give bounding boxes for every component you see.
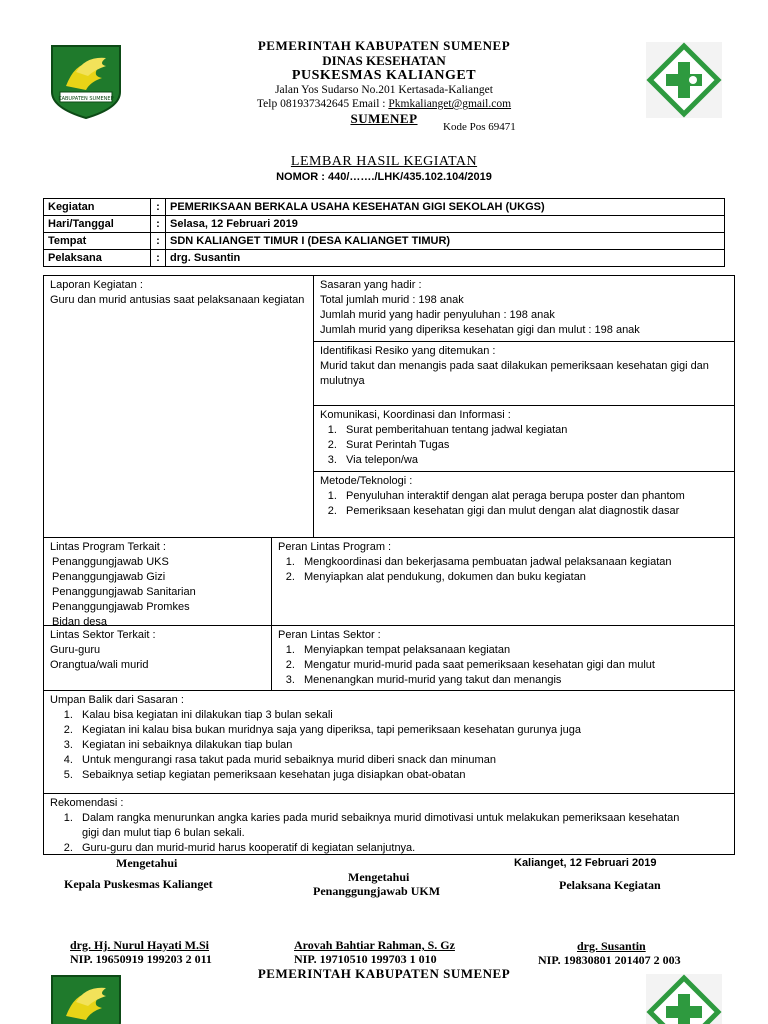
lintas-program-item: Penanggungjawab UKS bbox=[52, 556, 169, 568]
rekomendasi-heading: Rekomendasi : bbox=[50, 797, 124, 809]
sig-right-date: Kalianget, 12 Februari 2019 bbox=[514, 857, 657, 869]
info-label: Kegiatan bbox=[44, 199, 151, 216]
lintas-program-item: Penanggungjawab Sanitarian bbox=[52, 586, 196, 598]
umpan-balik-item: 3. Kegiatan ini sebaiknya dilakukan tiap bulan bbox=[76, 738, 729, 753]
komunikasi-item: 1. Surat pemberitahuan tentang jadwal kegiatan bbox=[340, 423, 729, 438]
peran-program-section bbox=[272, 538, 735, 587]
sig-left-name bbox=[70, 938, 209, 953]
peran-program-item: 1. Mengkoordinasi dan bekerjasama pembuatan jadwal pelaksanaan kegiatan bbox=[298, 555, 729, 570]
sig-left-name-text: drg. Hj. Nurul Hayati M.Si bbox=[70, 938, 210, 952]
contact-phone: Telp 081937342645 Email : bbox=[256, 98, 389, 110]
lintas-program-heading: Lintas Program Terkait : bbox=[50, 541, 166, 553]
lintas-sektor-section bbox=[44, 626, 271, 675]
sasaran-heading: Sasaran yang hadir : bbox=[320, 279, 422, 291]
sig-left-nip: NIP. 19650919 199203 2 011 bbox=[70, 952, 212, 966]
umpan-balik-item: 4. Untuk mengurangi rasa takut pada murid sebaiknya murid diberi snack dan minuman bbox=[76, 753, 729, 768]
umpan-balik-item: 1. Kalau bisa kegiatan ini dilakukan tiap 3 bulan sekali bbox=[76, 708, 729, 723]
identifikasi-section bbox=[314, 342, 735, 391]
peran-sektor-section bbox=[272, 626, 735, 690]
sig-right-name bbox=[577, 939, 646, 954]
metode-item: 1. Penyuluhan interaktif dengan alat peraga berupa poster dan phantom bbox=[340, 489, 729, 504]
info-label: Pelaksana bbox=[44, 250, 151, 267]
info-value: Selasa, 12 Februari 2019 bbox=[166, 216, 725, 233]
document-number: NOMOR : 440/……./LHK/435.102.104/2019 bbox=[276, 171, 492, 183]
info-row-kegiatan bbox=[44, 199, 725, 216]
lintas-program-item: Penanggungjawab Gizi bbox=[52, 571, 166, 583]
sig-right-title: Pelaksana Kegiatan bbox=[559, 878, 661, 892]
activity-info-table bbox=[43, 198, 725, 267]
letterhead-puskesmas: PUSKESMAS KALIANGET bbox=[291, 68, 477, 83]
komunikasi-item: 2. Surat Perintah Tugas bbox=[340, 438, 729, 453]
document-title: LEMBAR HASIL KEGIATAN bbox=[290, 154, 478, 169]
info-value: drg. Susantin bbox=[166, 250, 725, 267]
komunikasi-section bbox=[314, 406, 735, 470]
umpan-balik-section bbox=[44, 691, 735, 785]
rekomendasi-item: 2. Guru-guru dan murid-murid harus kooperatif di kegiatan selanjutnya. bbox=[76, 841, 699, 856]
sig-mid-nip: NIP. 19710510 199703 1 010 bbox=[294, 952, 437, 966]
info-value: SDN KALIANGET TIMUR I (DESA KALIANGET TIMUR) bbox=[166, 233, 725, 250]
laporan-heading: Laporan Kegiatan : bbox=[50, 279, 143, 291]
email-link[interactable]: Pkmkalianget@gmail.com bbox=[388, 98, 512, 110]
identifikasi-text: Murid takut dan menangis pada saat dilakukan pemeriksaan kesehatan gigi dan mulutnya bbox=[320, 360, 709, 387]
logo-banner-text: KABUPATEN SUMENEP bbox=[58, 96, 114, 102]
lintas-sektor-item: Orangtua/wali murid bbox=[50, 659, 149, 671]
sig-left-mengetahui: Mengetahui bbox=[116, 856, 178, 870]
lintas-program-item: Bidan desa bbox=[52, 616, 108, 628]
sig-mid-mengetahui: Mengetahui bbox=[348, 870, 410, 884]
puskesmas-logo-repeat bbox=[646, 974, 722, 1024]
rekomendasi-section bbox=[44, 794, 735, 858]
metode-item: 2. Pemeriksaan kesehatan gigi dan mulut dengan alat diagnostik dasar bbox=[340, 504, 729, 519]
regency-logo-repeat bbox=[46, 972, 126, 1024]
lintas-sektor-item: Guru-guru bbox=[50, 644, 101, 656]
letterhead-address: Jalan Yos Sudarso No.201 Kertasada-Kalianget bbox=[275, 84, 493, 96]
metode-section bbox=[314, 472, 735, 521]
lintas-program-section bbox=[44, 538, 271, 632]
laporan-section bbox=[44, 276, 313, 310]
peran-sektor-item: 2. Mengatur murid-murid pada saat pemeriksaan kesehatan gigi dan mulut bbox=[298, 658, 729, 673]
letterhead-contact bbox=[0, 97, 768, 111]
sasaran-line: Jumlah murid yang diperiksa kesehatan gigi dan mulut : 198 anak bbox=[320, 324, 640, 336]
info-row-date bbox=[44, 216, 725, 233]
sig-mid-title: Penanggungjawab UKM bbox=[313, 884, 441, 898]
metode-heading: Metode/Teknologi : bbox=[320, 475, 413, 487]
letterhead-government: PEMERINTAH KABUPATEN SUMENEP bbox=[257, 38, 511, 53]
komunikasi-item: 3. Via telepon/wa bbox=[340, 453, 729, 468]
sig-right-nip: NIP. 19830801 201407 2 003 bbox=[538, 953, 681, 967]
info-colon: : bbox=[151, 216, 166, 233]
info-row-executor bbox=[44, 250, 725, 267]
peran-program-heading: Peran Lintas Program : bbox=[278, 541, 392, 553]
info-label: Hari/Tanggal bbox=[44, 216, 151, 233]
sasaran-line: Jumlah murid yang hadir penyuluhan : 198 anak bbox=[320, 309, 555, 321]
sig-left-title: Kepala Puskesmas Kalianget bbox=[64, 877, 213, 891]
identifikasi-heading: Identifikasi Resiko yang ditemukan : bbox=[320, 345, 496, 357]
sig-mid-name-text: Arovah Bahtiar Rahman, S. Gz bbox=[294, 938, 455, 952]
letterhead bbox=[0, 38, 768, 127]
info-colon: : bbox=[151, 250, 166, 267]
info-colon: : bbox=[151, 233, 166, 250]
umpan-balik-heading: Umpan Balik dari Sasaran : bbox=[50, 694, 184, 706]
info-row-place bbox=[44, 233, 725, 250]
peran-sektor-item: 3. Menenangkan murid-murid yang takut dan menangis bbox=[298, 673, 729, 688]
letterhead-city: SUMENEP bbox=[350, 111, 418, 126]
postal-code: Kode Pos 69471 bbox=[443, 121, 516, 133]
rekomendasi-item: 1. Dalam rangka menurunkan angka karies pada murid sebaiknya murid dimotivasi untuk melakukan pemeriksaan kesehatan gigi dan mulut tiap 6 bulan sekali. bbox=[76, 811, 699, 841]
lintas-program-item: Penanggungjawab Promkes bbox=[52, 601, 190, 613]
peran-sektor-heading: Peran Lintas Sektor : bbox=[278, 629, 381, 641]
peran-program-item: 2. Menyiapkan alat pendukung, dokumen dan buku kegiatan bbox=[298, 570, 729, 585]
info-value: PEMERIKSAAN BERKALA USAHA KESEHATAN GIGI SEKOLAH (UKGS) bbox=[166, 199, 725, 216]
sasaran-line: Total jumlah murid : 198 anak bbox=[320, 294, 464, 306]
letterhead-department: DINAS KESEHATAN bbox=[322, 53, 446, 68]
sig-mid-name bbox=[294, 938, 455, 953]
sasaran-section bbox=[314, 276, 735, 340]
info-colon: : bbox=[151, 199, 166, 216]
laporan-text: Guru dan murid antusias saat pelaksanaan kegiatan bbox=[50, 294, 305, 306]
komunikasi-heading: Komunikasi, Koordinasi dan Informasi : bbox=[320, 409, 511, 421]
peran-sektor-item: 1. Menyiapkan tempat pelaksanaan kegiatan bbox=[298, 643, 729, 658]
info-label: Tempat bbox=[44, 233, 151, 250]
umpan-balik-item: 2. Kegiatan ini kalau bisa bukan muridnya saja yang diperiksa, tapi pemeriksaan kesehatan gurunya juga bbox=[76, 723, 729, 738]
umpan-balik-item: 5. Sebaiknya setiap kegiatan pemeriksaan kesehatan juga disiapkan obat-obatan bbox=[76, 768, 729, 783]
sig-right-name-text: drg. Susantin bbox=[577, 939, 646, 953]
lintas-sektor-heading: Lintas Sektor Terkait : bbox=[50, 629, 156, 641]
next-page-heading: PEMERINTAH KABUPATEN SUMENEP bbox=[257, 966, 511, 981]
